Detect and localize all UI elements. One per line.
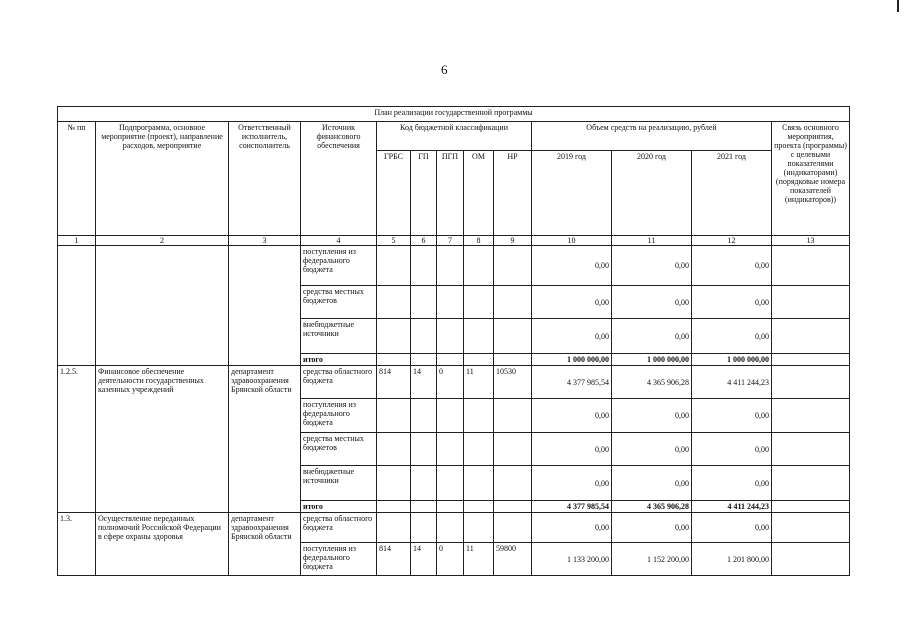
col-number: 6 (411, 236, 437, 246)
cell-np: 10530 (494, 366, 532, 399)
cell-source: поступления из федерального бюджета (301, 399, 377, 433)
cell-num: 1.2.5. (58, 366, 96, 513)
table-row (58, 366, 850, 399)
cell-source: средства местных бюджетов (301, 286, 377, 319)
header-pgp: ПГП (437, 151, 464, 236)
page-number: 6 (441, 62, 448, 77)
cell-2020: 0,00 (612, 399, 692, 433)
header-responsible: Ответственный исполнитель, соисполнитель (229, 122, 301, 236)
cell-2020: 4 365 906,28 (612, 366, 692, 399)
cell-source: поступления из федерального бюджета (301, 246, 377, 286)
cell-gp: 14 (411, 543, 437, 576)
cell-2019: 0,00 (532, 513, 612, 543)
budget-plan-table (57, 106, 850, 576)
col-number: 11 (612, 236, 692, 246)
cell-2020: 0,00 (612, 513, 692, 543)
cell-source: внебюджетные источники (301, 319, 377, 354)
cell-2019: 0,00 (532, 286, 612, 319)
cell-2019-total: 4 377 985,54 (532, 501, 612, 513)
cell-2020: 0,00 (612, 246, 692, 286)
header-2021: 2021 год (692, 151, 772, 236)
header-gp: ГП (411, 151, 437, 236)
col-number: 3 (229, 236, 301, 246)
col-number: 4 (301, 236, 377, 246)
cell-2019: 0,00 (532, 319, 612, 354)
cell-gp: 14 (411, 366, 437, 399)
cell-2021: 0,00 (692, 466, 772, 501)
col-number: 9 (494, 236, 532, 246)
cell-2019: 0,00 (532, 246, 612, 286)
table-row (58, 513, 850, 543)
cell-grbs: 814 (377, 543, 411, 576)
cell-2020: 0,00 (612, 286, 692, 319)
col-number: 5 (377, 236, 411, 246)
cell-2021: 0,00 (692, 513, 772, 543)
cell-responsible: департамент здравоохранения Брянской области (229, 513, 301, 576)
col-number: 7 (437, 236, 464, 246)
col-number: 12 (692, 236, 772, 246)
cell-2021: 0,00 (692, 286, 772, 319)
cell-2019: 0,00 (532, 399, 612, 433)
cell-2020: 1 152 200,00 (612, 543, 692, 576)
table-row (58, 246, 850, 286)
cell-np: 59800 (494, 543, 532, 576)
header-source: Источник финансового обеспечения (301, 122, 377, 236)
header-link: Связь основного мероприятия, проекта (программы) с целевыми показателями (индикаторами) (порядковые номера показателей (индикаторов)) (772, 122, 850, 236)
cell-2019-total: 1 000 000,00 (532, 354, 612, 366)
header-np: НР (494, 151, 532, 236)
header-budget-code: Код бюджетной классификации (377, 122, 532, 151)
cell-source-total: итого (301, 501, 377, 513)
cell-om: 11 (464, 543, 494, 576)
cell-pgp: 0 (437, 366, 464, 399)
cell-num-empty (58, 246, 96, 366)
col-number: 1 (58, 236, 96, 246)
table-title: План реализации государственной программы (58, 107, 850, 122)
cell-2021: 0,00 (692, 433, 772, 466)
cell-2019: 4 377 985,54 (532, 366, 612, 399)
cell-2021: 0,00 (692, 246, 772, 286)
cell-source: поступления из федерального бюджета (301, 543, 377, 576)
scan-edge-mark (897, 0, 899, 12)
header-2019: 2019 год (532, 151, 612, 236)
col-number: 2 (96, 236, 229, 246)
cell-source: средства областного бюджета (301, 513, 377, 543)
cell-name-empty (96, 246, 229, 366)
cell-2020-total: 1 000 000,00 (612, 354, 692, 366)
cell-om: 11 (464, 366, 494, 399)
cell-name: Осуществление переданных полномочий Российской Федерации в сфере охраны здоровья (96, 513, 229, 576)
cell-2021: 0,00 (692, 399, 772, 433)
cell-source: средства местных бюджетов (301, 433, 377, 466)
cell-2020: 0,00 (612, 319, 692, 354)
header-volume: Объем средств на реализацию, рублей (532, 122, 772, 151)
cell-responsible-empty (229, 246, 301, 366)
cell-source-total: итого (301, 354, 377, 366)
cell-grbs: 814 (377, 366, 411, 399)
col-number: 8 (464, 236, 494, 246)
cell-source: внебюджетные источники (301, 466, 377, 501)
col-number: 10 (532, 236, 612, 246)
header-2020: 2020 год (612, 151, 692, 236)
cell-pgp: 0 (437, 543, 464, 576)
cell-2021: 1 201 800,00 (692, 543, 772, 576)
cell-2020-total: 4 365 906,28 (612, 501, 692, 513)
col-number: 13 (772, 236, 850, 246)
cell-num: 1.3. (58, 513, 96, 576)
header-om: ОМ (464, 151, 494, 236)
cell-2019: 1 133 200,00 (532, 543, 612, 576)
header-subprogram: Подпрограмма, основное мероприятие (проект), направление расходов, мероприятие (96, 122, 229, 236)
column-numbers-row (58, 236, 850, 246)
header-num: № пп (58, 122, 96, 236)
cell-2021-total: 1 000 000,00 (692, 354, 772, 366)
cell-source: средства областного бюджета (301, 366, 377, 399)
header-grbs: ГРБС (377, 151, 411, 236)
cell-2021: 4 411 244,23 (692, 366, 772, 399)
cell-2019: 0,00 (532, 433, 612, 466)
cell-name: Финансовое обеспечение деятельности государственных казенных учреждений (96, 366, 229, 513)
cell-2020: 0,00 (612, 466, 692, 501)
cell-2021-total: 4 411 244,23 (692, 501, 772, 513)
cell-responsible: департамент здравоохранения Брянской области (229, 366, 301, 513)
cell-2021: 0,00 (692, 319, 772, 354)
cell-2019: 0,00 (532, 466, 612, 501)
cell-2020: 0,00 (612, 433, 692, 466)
